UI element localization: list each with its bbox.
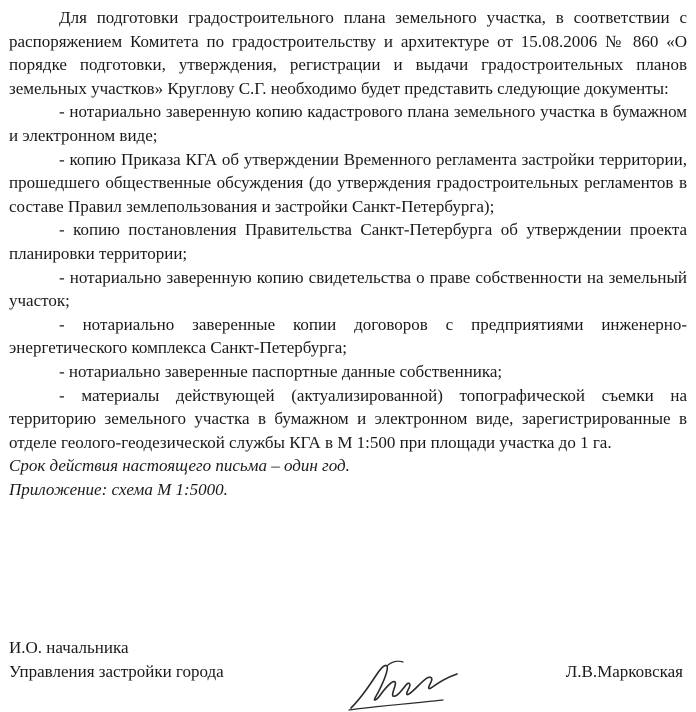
signer-name: Л.В.Марковская: [565, 662, 683, 681]
letter-body: [9, 6, 687, 501]
handwritten-signature: [347, 654, 467, 712]
signature-block: [9, 636, 687, 696]
signer-position: [9, 636, 224, 684]
list-item: - материалы действующей (актуализированной) топографической съемки на территорию земельного участка в бумажном и электронном виде, зарегистрированные в отделе геолого-геодезической службы КГА в М 1:500 при площади участка до 1 га.: [9, 385, 687, 452]
list-item: - нотариально заверенную копию кадастрового плана земельного участка в бумажном и электронном виде;: [9, 102, 687, 145]
position-line-1: И.О. начальника: [9, 638, 129, 657]
intro-paragraph: Для подготовки градостроительного плана земельного участка, в соответствии с распоряжением Комитета по градостроительству и архитектуре от 15.08.2006 № 860 «О порядке подготовки, утверждения, регистрации и выдачи градостроительных планов земельных участков» Круглову С.Г. необходимо будет представить следующие документы:: [9, 8, 687, 98]
position-line-2: Управления застройки города: [9, 662, 224, 681]
list-item: - нотариально заверенные паспортные данные собственника;: [59, 361, 503, 381]
validity-note: Срок действия настоящего письма – один год.: [9, 456, 350, 476]
list-item: - нотариально заверенную копию свидетельства о праве собственности на земельный участок;: [9, 267, 687, 311]
attachment-note: Приложение: схема М 1:5000.: [9, 479, 228, 499]
list-item: - нотариально заверенные копии договоров с предприятиями инженерно-энергетического комплекса Санкт-Петербурга;: [9, 314, 687, 358]
list-item: - копию постановления Правительства Санкт-Петербурга об утверждении проекта планировки территории;: [9, 220, 687, 263]
list-item: - копию Приказа КГА об утверждении Временного регламента застройки территории, прошедшего общественные обсуждения (до утверждения градостроительных регламентов в составе Правил землепользования и застройки Санкт-Петербурга);: [9, 149, 687, 216]
